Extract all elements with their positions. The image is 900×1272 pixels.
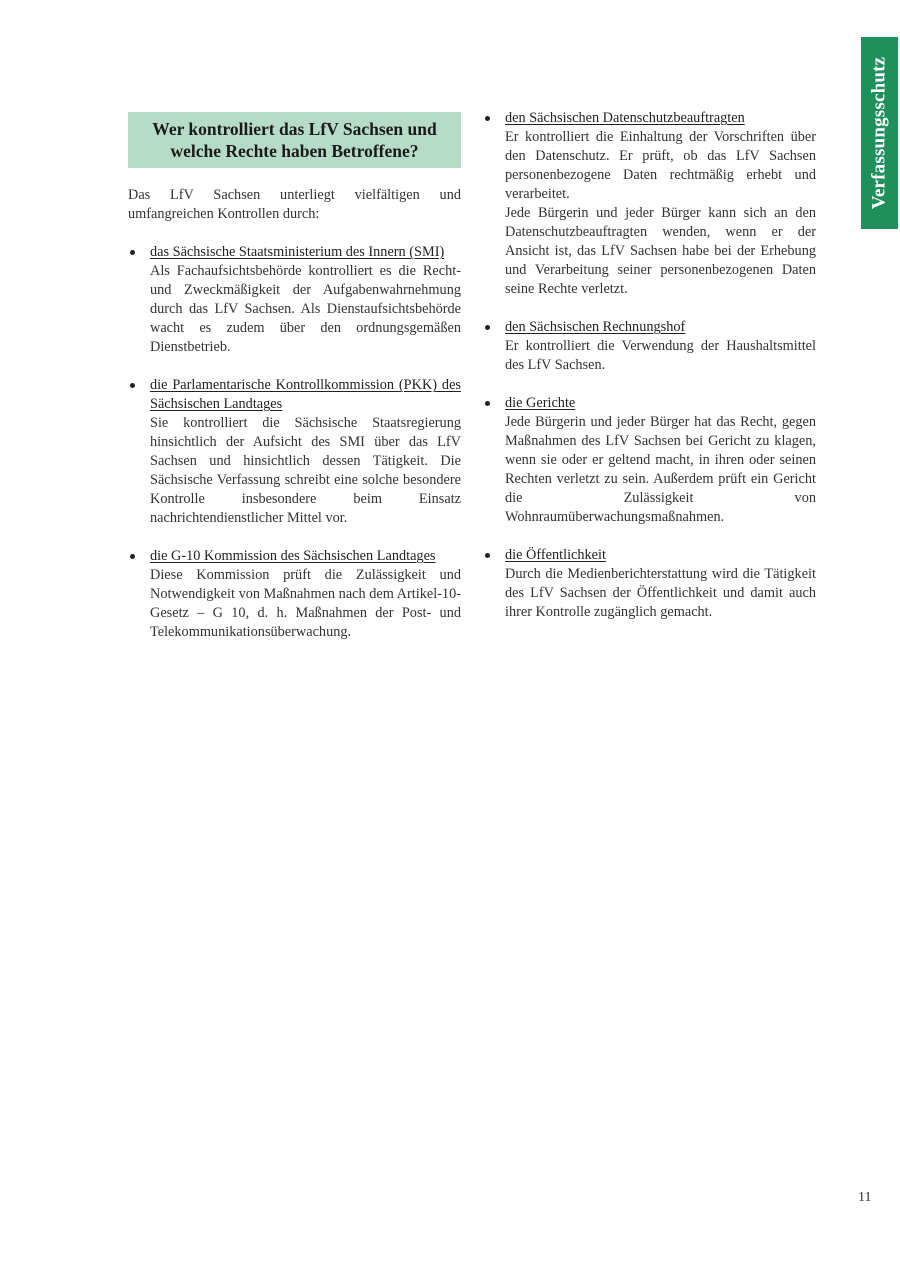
- bullet-icon: [485, 116, 490, 121]
- item-title: die G-10 Kommission des Sächsischen Landtages: [150, 548, 436, 564]
- item-text: Diese Kommission prüft die Zulässigkeit und Notwendigkeit von Maßnahmen nach dem Artikel-10-Gesetz – G 10, d. h. Maßnahmen der Post- und Telekommunikationsüberwachung.: [150, 567, 461, 640]
- list-item-pkk: [128, 376, 461, 528]
- page-number: 11: [858, 1190, 872, 1205]
- item-text: Durch die Medienberichterstattung wird die Tätigkeit des LfV Sachsen der Öffentlichkeit und damit auch ihrer Kontrolle zugänglich gemacht.: [505, 566, 816, 620]
- list-item-datenschutz: [483, 109, 816, 299]
- bullet-icon: [130, 554, 135, 559]
- bullet-icon: [485, 325, 490, 330]
- heading-box: [128, 112, 461, 168]
- list-item-oeffentlichkeit: [483, 546, 816, 622]
- list-item-smi: [128, 243, 461, 357]
- list-item-gerichte: [483, 394, 816, 527]
- bullet-icon: [130, 383, 135, 388]
- item-text: Er kontrolliert die Einhaltung der Vorschriften über den Datenschutz. Er prüft, ob das LfV Sachsen personenbezogene Daten rechtmäßig erhebt und verarbeitet.: [505, 129, 816, 202]
- item-text: Als Fachaufsichtsbehörde kontrolliert es die Recht- und Zweckmäßigkeit der Aufgabenwahrnehmung durch das LfV Sachsen. Als Dienstaufsichtsbehörde wacht es zudem über den ordnungsgemäßen Dienstbetrieb.: [150, 263, 461, 355]
- item-title: die Gerichte: [505, 395, 576, 411]
- section-tab: [861, 37, 898, 229]
- heading-line-1: Wer kontrolliert das LfV Sachsen und: [152, 119, 437, 139]
- heading-line-2: welche Rechte haben Betroffene?: [170, 141, 419, 161]
- right-column: [483, 109, 816, 641]
- item-title: die Parlamentarische Kontrollkommission (PKK) des Sächsischen Landtages: [150, 377, 461, 412]
- left-column: [128, 112, 461, 661]
- bullet-icon: [485, 553, 490, 558]
- item-title: den Sächsischen Datenschutzbeauftragten: [505, 110, 745, 126]
- item-text: Sie kontrolliert die Sächsische Staatsregierung hinsichtlich der Aufsicht des SMI über das LfV Sachsen und hinsichtlich dessen Tätigkeit. Die Sächsische Verfassung schreibt eine solche besondere Kontrolle insbesondere beim Einsatz nachrichtendienstlicher Mittel vor.: [150, 415, 461, 526]
- bullet-icon: [130, 250, 135, 255]
- section-tab-label: Verfassungsschutz: [868, 56, 890, 210]
- item-text-2: Jede Bürgerin und jeder Bürger kann sich an den Datenschutzbeauftragten wenden, wenn er der Ansicht ist, das LfV Sachsen habe bei der Erhebung und Verarbeitung seiner personenbezogenen Daten seine Rechte verletzt.: [505, 205, 816, 297]
- list-item-rechnungshof: [483, 318, 816, 375]
- list-item-g10: [128, 547, 461, 642]
- item-title: die Öffentlichkeit: [505, 547, 606, 563]
- item-text: Er kontrolliert die Verwendung der Haushaltsmittel des LfV Sachsen.: [505, 338, 816, 373]
- item-text: Jede Bürgerin und jeder Bürger hat das Recht, gegen Maßnahmen des LfV Sachsen bei Gericht zu klagen, wenn sie oder er geltend macht, in ihren oder seinen Rechten verletzt zu sein. Außerdem prüft ein Gericht die Zulässigkeit von Wohnraumüberwachungsmaßnahmen.: [505, 414, 816, 525]
- intro-paragraph: Das LfV Sachsen unterliegt vielfältigen und umfangreichen Kontrollen durch:: [128, 187, 461, 222]
- bullet-icon: [485, 401, 490, 406]
- item-title: den Sächsischen Rechnungshof: [505, 319, 686, 335]
- item-title: das Sächsische Staatsministerium des Innern (SMI): [150, 244, 445, 260]
